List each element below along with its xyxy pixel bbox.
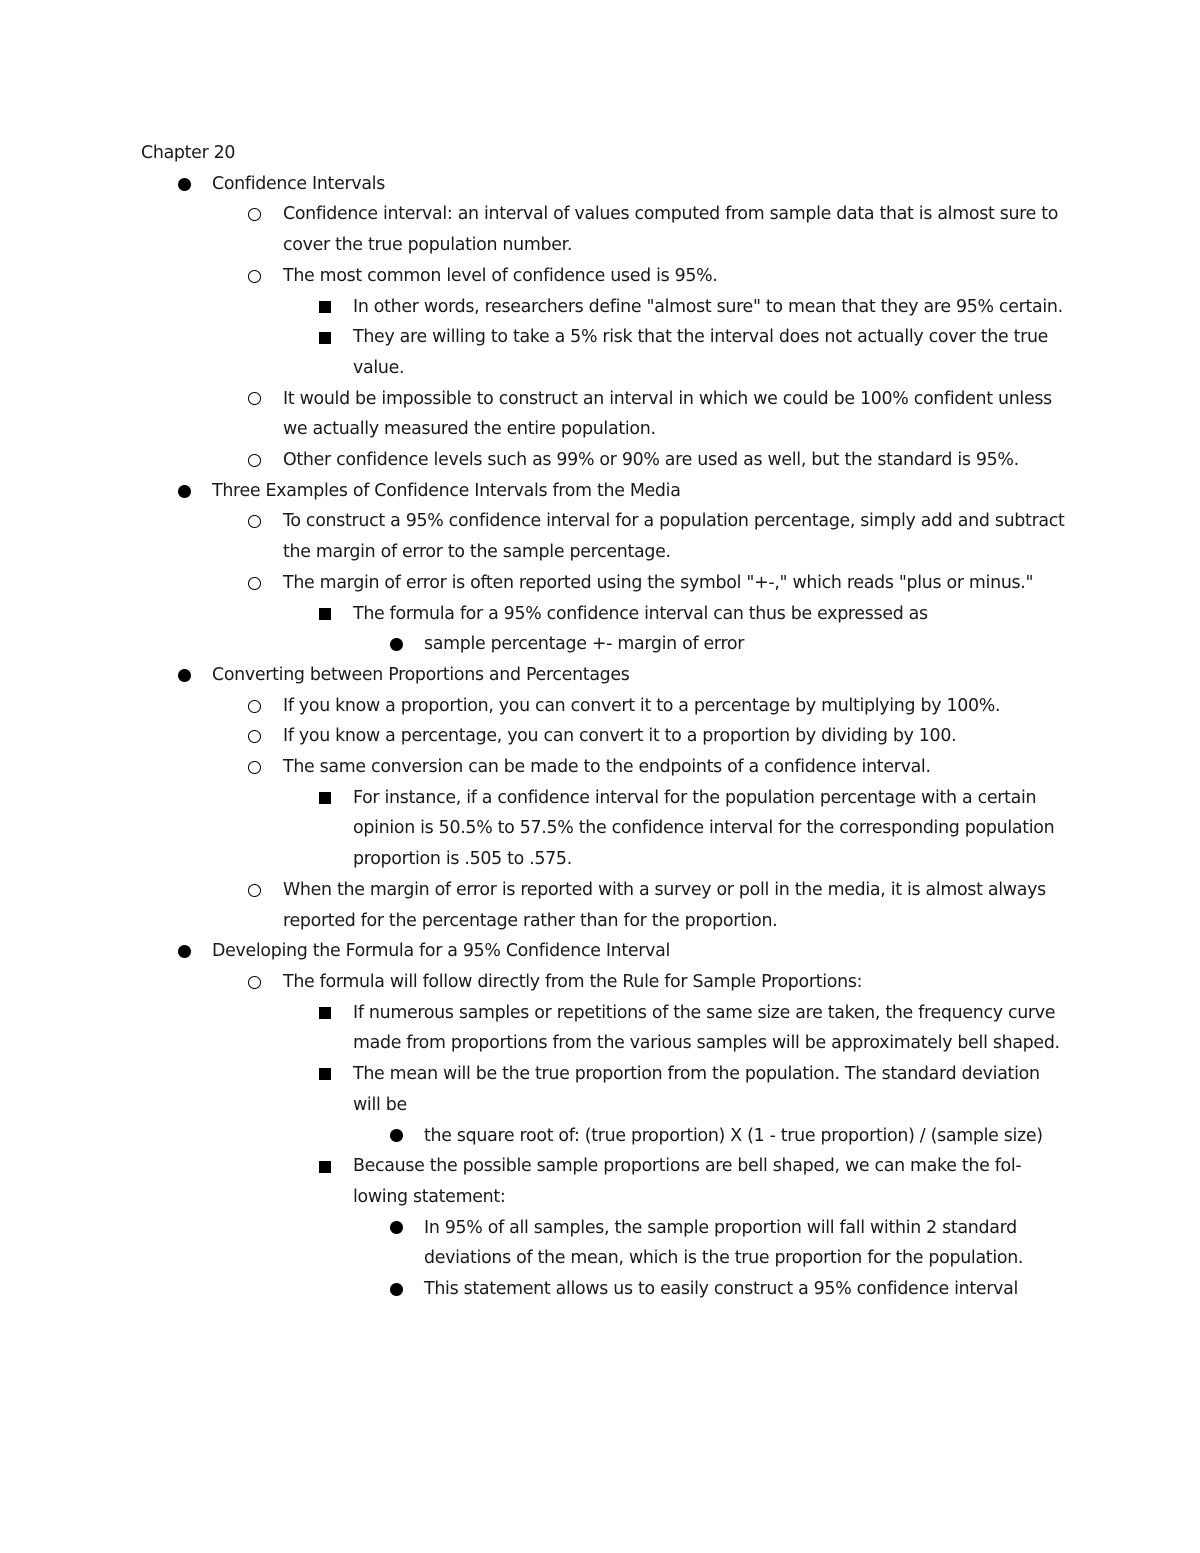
outline-item-level-3 bbox=[141, 1151, 1071, 1212]
outline-item-text: Developing the Formula for a 95% Confidence Interval bbox=[212, 941, 671, 962]
disc-bullet-icon bbox=[175, 660, 193, 691]
outline-item-text: If you know a percentage, you can convert it to a proportion by dividing by 100. bbox=[283, 726, 957, 747]
outline-item-level-4 bbox=[141, 1121, 1071, 1152]
outline-item-level-2 bbox=[141, 721, 1071, 752]
disc-bullet-icon bbox=[175, 169, 193, 200]
circle-bullet-icon bbox=[245, 445, 263, 476]
outline-item-text: In 95% of all samples, the sample proportion will fall within 2 standard deviations of the mean, which is the true proportion for the population. bbox=[424, 1217, 1024, 1269]
outline-item-level-2 bbox=[141, 568, 1071, 599]
outline-item-text: To construct a 95% confidence interval for a population percentage, simply add and subtract the margin of error to the sample percentage. bbox=[283, 511, 1065, 563]
outline-item-text: The most common level of confidence used is 95%. bbox=[283, 265, 718, 286]
outline-item-level-2 bbox=[141, 384, 1071, 445]
outline-item-level-2 bbox=[141, 691, 1071, 722]
disc-bullet-icon bbox=[175, 476, 193, 507]
outline-item-level-3 bbox=[141, 998, 1071, 1059]
square-bullet-icon bbox=[316, 322, 334, 353]
circle-bullet-icon bbox=[245, 752, 263, 783]
outline-item-text: Other confidence levels such as 99% or 90% are used as well, but the standard is 95%. bbox=[283, 450, 1019, 471]
outline-item-level-1 bbox=[141, 169, 1071, 200]
outline-item-text: The formula for a 95% confidence interval can thus be expressed as bbox=[353, 603, 928, 624]
disc-bullet-icon bbox=[175, 936, 193, 967]
outline-item-text: Confidence interval: an interval of values computed from sample data that is almost sure to cover the true population number. bbox=[283, 204, 1059, 256]
circle-bullet-icon bbox=[245, 691, 263, 722]
document-page bbox=[141, 138, 1071, 1305]
outline-item-level-1 bbox=[141, 476, 1071, 507]
circle-bullet-icon bbox=[245, 199, 263, 230]
outline-item-text: The margin of error is often reported using the symbol "+-," which reads "plus or minus." bbox=[283, 572, 1034, 593]
outline-item-text: Converting between Proportions and Percentages bbox=[212, 664, 630, 685]
outline-list bbox=[141, 169, 1071, 1305]
outline-item-level-1 bbox=[141, 936, 1071, 967]
outline-item-text: Confidence Intervals bbox=[212, 173, 385, 194]
outline-item-level-3 bbox=[141, 322, 1071, 383]
circle-bullet-icon bbox=[245, 261, 263, 292]
circle-bullet-icon bbox=[245, 967, 263, 998]
disc-bullet-icon bbox=[387, 1213, 405, 1244]
outline-item-text: sample percentage +- margin of error bbox=[424, 634, 745, 655]
outline-item-text: If you know a proportion, you can convert it to a percentage by multiplying by 100%. bbox=[283, 695, 1001, 716]
outline-item-level-3 bbox=[141, 292, 1071, 323]
outline-item-text: Because the possible sample proportions are bell shaped, we can make the following statement: bbox=[353, 1156, 1022, 1207]
outline-item-level-2 bbox=[141, 506, 1071, 567]
square-bullet-icon bbox=[316, 599, 334, 630]
outline-item-level-2 bbox=[141, 875, 1071, 936]
outline-item-text: The formula will follow directly from the Rule for Sample Proportions: bbox=[283, 971, 863, 992]
chapter-title: Chapter 20 bbox=[141, 143, 236, 163]
outline-item-level-2 bbox=[141, 261, 1071, 292]
circle-bullet-icon bbox=[245, 721, 263, 752]
circle-bullet-icon bbox=[245, 568, 263, 599]
outline-item-text: In other words, researchers define "almost sure" to mean that they are 95% certain. bbox=[353, 296, 1063, 317]
outline-item-text: If numerous samples or repetitions of the same size are taken, the frequency curve made from proportions from the various samples will be approximately bell shaped. bbox=[353, 1002, 1060, 1054]
square-bullet-icon bbox=[316, 292, 334, 323]
outline-item-level-3 bbox=[141, 783, 1071, 875]
outline-item-text: For instance, if a confidence interval for the population percentage with a certain opinion is 50.5% to 57.5% the confidence interval for the corresponding population proportion is .505 to .575. bbox=[353, 787, 1055, 870]
outline-item-text: The mean will be the true proportion from the population. The standard deviation will be bbox=[353, 1064, 1040, 1115]
outline-item-text: the square root of: (true proportion) X (1 - true proportion) / (sample size) bbox=[424, 1125, 1043, 1146]
square-bullet-icon bbox=[316, 1151, 334, 1182]
outline-item-level-2 bbox=[141, 445, 1071, 476]
circle-bullet-icon bbox=[245, 384, 263, 415]
outline-item-text: This statement allows us to easily construct a 95% confidence interval bbox=[424, 1279, 1018, 1300]
outline-item-level-4 bbox=[141, 629, 1071, 660]
circle-bullet-icon bbox=[245, 506, 263, 537]
square-bullet-icon bbox=[316, 998, 334, 1029]
outline-item-text: They are willing to take a 5% risk that the interval does not actually cover the true value. bbox=[353, 327, 1049, 378]
outline-item-text: The same conversion can be made to the endpoints of a confidence interval. bbox=[283, 757, 931, 778]
outline-item-level-3 bbox=[141, 1059, 1071, 1120]
outline-item-level-1 bbox=[141, 660, 1071, 691]
outline-item-level-2 bbox=[141, 967, 1071, 998]
disc-bullet-icon bbox=[387, 629, 405, 660]
outline-item-text: Three Examples of Confidence Intervals from the Media bbox=[212, 480, 681, 501]
square-bullet-icon bbox=[316, 783, 334, 814]
circle-bullet-icon bbox=[245, 875, 263, 906]
outline-item-text: When the margin of error is reported with a survey or poll in the media, it is almost always reported for the percentage rather than for the proportion. bbox=[283, 879, 1046, 931]
outline-item-level-2 bbox=[141, 199, 1071, 260]
outline-item-level-3 bbox=[141, 599, 1071, 630]
outline-item-text: It would be impossible to construct an interval in which we could be 100% confident unless we actually measured the entire population. bbox=[283, 388, 1052, 440]
disc-bullet-icon bbox=[387, 1274, 405, 1305]
outline-item-level-4 bbox=[141, 1213, 1071, 1274]
square-bullet-icon bbox=[316, 1059, 334, 1090]
outline-item-level-2 bbox=[141, 752, 1071, 783]
disc-bullet-icon bbox=[387, 1121, 405, 1152]
outline-item-level-4 bbox=[141, 1274, 1071, 1305]
